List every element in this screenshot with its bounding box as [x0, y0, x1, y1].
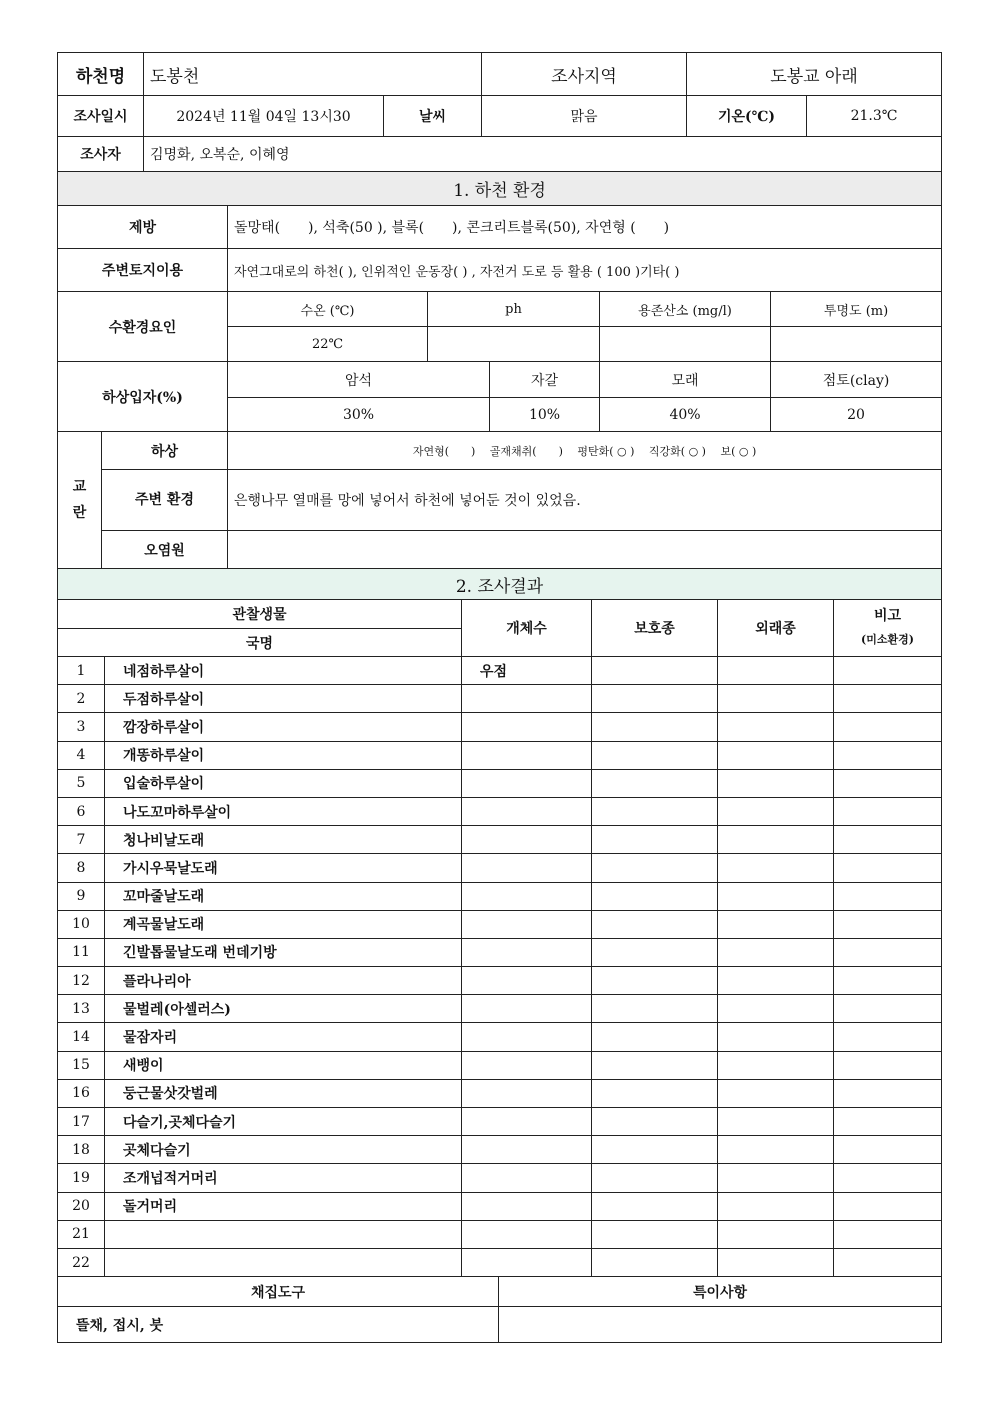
note-cell — [834, 1136, 942, 1164]
species-name — [105, 1220, 462, 1248]
species-name: 물잠자리 — [105, 1023, 462, 1051]
species-name: 긴발톱물날도래 번데기방 — [105, 938, 462, 966]
note-cell — [834, 1220, 942, 1248]
alien-species-cell — [718, 910, 834, 938]
individual-count — [462, 1136, 592, 1164]
protected-species-cell — [592, 741, 718, 769]
clay-header: 점토(clay) — [771, 362, 942, 398]
species-name: 나도꼬마하루살이 — [105, 797, 462, 825]
table-row — [58, 741, 942, 769]
levee-value: 돌망태( ), 석축(50 ), 블록( ), 콘크리트블록(50), 자연형 ( ) — [228, 206, 942, 249]
special-notes-label: 특이사항 — [499, 1277, 942, 1307]
observed-organisms-label: 관찰생물 — [58, 600, 462, 629]
row-number: 10 — [58, 910, 105, 938]
table-row — [58, 1108, 942, 1136]
alien-species-cell — [718, 1164, 834, 1192]
individual-count — [462, 1108, 592, 1136]
protected-species-cell — [592, 1248, 718, 1276]
table-row — [58, 1051, 942, 1079]
species-name: 둥근물삿갓벌레 — [105, 1079, 462, 1107]
sand-value: 40% — [600, 398, 771, 432]
table-row — [58, 1164, 942, 1192]
species-name: 새뱅이 — [105, 1051, 462, 1079]
note-cell — [834, 1192, 942, 1220]
alien-species-header: 외래종 — [718, 600, 834, 657]
table-row — [58, 826, 942, 854]
individual-count — [462, 826, 592, 854]
protected-species-cell — [592, 1108, 718, 1136]
table-row — [58, 854, 942, 882]
row-number: 8 — [58, 854, 105, 882]
note-sub-label: (미소환경) — [861, 633, 914, 646]
individual-count — [462, 967, 592, 995]
protected-species-cell — [592, 1220, 718, 1248]
table-row — [58, 657, 942, 685]
note-cell — [834, 741, 942, 769]
row-number: 18 — [58, 1136, 105, 1164]
species-name: 두점하루살이 — [105, 685, 462, 713]
alien-species-cell — [718, 1248, 834, 1276]
survey-date-label: 조사일시 — [58, 96, 144, 137]
gravel-header: 자갈 — [490, 362, 600, 398]
footer-table — [57, 1276, 942, 1343]
protected-species-cell — [592, 1192, 718, 1220]
alien-species-cell — [718, 1051, 834, 1079]
species-name: 플라나리아 — [105, 967, 462, 995]
alien-species-cell — [718, 967, 834, 995]
note-cell — [834, 1108, 942, 1136]
ph-value — [428, 327, 600, 362]
individual-count — [462, 1164, 592, 1192]
row-number: 1 — [58, 657, 105, 685]
weather-label: 날씨 — [384, 96, 482, 137]
protected-species-cell — [592, 826, 718, 854]
count-header: 개체수 — [462, 600, 592, 657]
river-name-value: 도봉천 — [144, 53, 482, 96]
alien-species-cell — [718, 938, 834, 966]
alien-species-cell — [718, 713, 834, 741]
note-cell — [834, 797, 942, 825]
survey-date-value: 2024년 11월 04일 13시30 — [144, 96, 384, 137]
row-number: 9 — [58, 882, 105, 910]
individual-count — [462, 910, 592, 938]
individual-count — [462, 741, 592, 769]
species-name: 다슬기,곳체다슬기 — [105, 1108, 462, 1136]
protected-species-cell — [592, 685, 718, 713]
table-row — [58, 1248, 942, 1276]
environment-table — [57, 171, 942, 569]
individual-count — [462, 797, 592, 825]
note-cell — [834, 938, 942, 966]
dissolved-oxygen-value — [600, 327, 771, 362]
sand-header: 모래 — [600, 362, 771, 398]
alien-species-cell — [718, 1220, 834, 1248]
rock-header: 암석 — [228, 362, 490, 398]
protected-species-cell — [592, 769, 718, 797]
individual-count — [462, 854, 592, 882]
weather-value: 맑음 — [482, 96, 687, 137]
species-name: 곳체다슬기 — [105, 1136, 462, 1164]
individual-count — [462, 938, 592, 966]
individual-count — [462, 1220, 592, 1248]
surveyor-value: 김명화, 오복순, 이혜영 — [144, 137, 942, 172]
row-number: 15 — [58, 1051, 105, 1079]
temperature-value: 21.3℃ — [807, 96, 942, 137]
row-number: 16 — [58, 1079, 105, 1107]
note-cell — [834, 910, 942, 938]
individual-count — [462, 1079, 592, 1107]
alien-species-cell — [718, 995, 834, 1023]
note-cell — [834, 769, 942, 797]
species-name: 물벌레(아셀러스) — [105, 995, 462, 1023]
individual-count — [462, 1051, 592, 1079]
protected-species-cell — [592, 1051, 718, 1079]
survey-area-value: 도봉교 아래 — [687, 53, 942, 96]
table-row — [58, 1136, 942, 1164]
table-row — [58, 1192, 942, 1220]
row-number: 12 — [58, 967, 105, 995]
row-number: 3 — [58, 713, 105, 741]
row-number: 6 — [58, 797, 105, 825]
alien-species-cell — [718, 1108, 834, 1136]
row-number: 11 — [58, 938, 105, 966]
species-name — [105, 1248, 462, 1276]
note-cell — [834, 1051, 942, 1079]
table-row — [58, 1023, 942, 1051]
row-number: 5 — [58, 769, 105, 797]
species-name: 꼬마줄날도래 — [105, 882, 462, 910]
pollution-source-label: 오염원 — [102, 531, 228, 569]
row-number: 21 — [58, 1220, 105, 1248]
alien-species-cell — [718, 882, 834, 910]
note-cell — [834, 826, 942, 854]
info-table — [57, 52, 942, 172]
environment-section-title: 1. 하천 환경 — [58, 172, 942, 206]
protected-species-cell — [592, 1164, 718, 1192]
note-cell — [834, 995, 942, 1023]
protected-species-cell — [592, 1079, 718, 1107]
bed-type-label: 하상 — [102, 432, 228, 470]
survey-area-label: 조사지역 — [482, 53, 687, 96]
land-use-label: 주변토지이용 — [58, 249, 228, 292]
river-name-label: 하천명 — [58, 53, 144, 96]
alien-species-cell — [718, 826, 834, 854]
results-section-title: 2. 조사결과 — [58, 569, 942, 600]
rock-value: 30% — [228, 398, 490, 432]
transparency-header: 투명도 (m) — [771, 292, 942, 327]
protected-species-cell — [592, 797, 718, 825]
row-number: 20 — [58, 1192, 105, 1220]
surroundings-value: 은행나무 열매를 망에 넣어서 하천에 넣어둔 것이 있었음. — [228, 470, 942, 531]
collecting-tools-label: 채집도구 — [58, 1277, 499, 1307]
alien-species-cell — [718, 1023, 834, 1051]
table-row — [58, 685, 942, 713]
protected-species-cell — [592, 1023, 718, 1051]
table-row — [58, 797, 942, 825]
protected-species-cell — [592, 854, 718, 882]
protected-species-cell — [592, 713, 718, 741]
alien-species-cell — [718, 797, 834, 825]
individual-count — [462, 685, 592, 713]
table-row — [58, 967, 942, 995]
species-name: 네점하루살이 — [105, 657, 462, 685]
row-number: 19 — [58, 1164, 105, 1192]
alien-species-cell — [718, 1136, 834, 1164]
table-row — [58, 910, 942, 938]
individual-count — [462, 995, 592, 1023]
levee-label: 제방 — [58, 206, 228, 249]
disturbance-label: 교란 — [58, 432, 102, 569]
note-cell — [834, 1164, 942, 1192]
alien-species-cell — [718, 1192, 834, 1220]
row-number: 2 — [58, 685, 105, 713]
alien-species-cell — [718, 685, 834, 713]
row-number: 7 — [58, 826, 105, 854]
water-temp-value: 22℃ — [228, 327, 428, 362]
table-row — [58, 713, 942, 741]
pollution-source-value — [228, 531, 942, 569]
species-name: 개똥하루살이 — [105, 741, 462, 769]
table-row — [58, 1220, 942, 1248]
temperature-label: 기온(℃) — [687, 96, 807, 137]
bed-type-value: 자연형( ) 골재채취( ) 평탄화( ○ ) 직강화( ○ ) 보( ○ ) — [228, 432, 942, 470]
table-row — [58, 995, 942, 1023]
note-cell — [834, 685, 942, 713]
table-row — [58, 882, 942, 910]
species-name: 입술하루살이 — [105, 769, 462, 797]
row-number: 13 — [58, 995, 105, 1023]
surveyor-label: 조사자 — [58, 137, 144, 172]
alien-species-cell — [718, 769, 834, 797]
note-cell — [834, 967, 942, 995]
note-label: 비고 — [873, 608, 902, 624]
table-row — [58, 1079, 942, 1107]
species-name: 가시우묵날도래 — [105, 854, 462, 882]
protected-species-cell — [592, 657, 718, 685]
water-factor-label: 수환경요인 — [58, 292, 228, 362]
row-number: 14 — [58, 1023, 105, 1051]
table-row — [58, 769, 942, 797]
individual-count: 우점 — [462, 657, 592, 685]
bed-particle-label: 하상입자(%) — [58, 362, 228, 432]
species-name: 돌거머리 — [105, 1192, 462, 1220]
note-cell — [834, 1248, 942, 1276]
ph-header: ph — [428, 292, 600, 327]
individual-count — [462, 1023, 592, 1051]
row-number: 17 — [58, 1108, 105, 1136]
results-table — [57, 568, 942, 1277]
individual-count — [462, 769, 592, 797]
land-use-value: 자연그대로의 하천( ), 인위적인 운동장( ) , 자전거 도로 등 활용 ( 100 )기타( ) — [228, 249, 942, 292]
protected-species-cell — [592, 995, 718, 1023]
note-cell — [834, 1023, 942, 1051]
dissolved-oxygen-header: 용존산소 (mg/l) — [600, 292, 771, 327]
species-name: 청나비날도래 — [105, 826, 462, 854]
note-cell — [834, 882, 942, 910]
individual-count — [462, 882, 592, 910]
note-cell — [834, 854, 942, 882]
alien-species-cell — [718, 1079, 834, 1107]
protected-species-cell — [592, 967, 718, 995]
note-header — [834, 600, 942, 657]
individual-count — [462, 713, 592, 741]
protected-species-cell — [592, 882, 718, 910]
korean-name-header: 국명 — [58, 629, 462, 657]
species-name: 계곡물날도래 — [105, 910, 462, 938]
alien-species-cell — [718, 657, 834, 685]
species-name: 깜장하루살이 — [105, 713, 462, 741]
individual-count — [462, 1192, 592, 1220]
note-cell — [834, 657, 942, 685]
collecting-tools-value: 뜰채, 접시, 붓 — [58, 1307, 499, 1343]
row-number: 22 — [58, 1248, 105, 1276]
note-cell — [834, 713, 942, 741]
surroundings-label: 주변 환경 — [102, 470, 228, 531]
protected-species-header: 보호종 — [592, 600, 718, 657]
transparency-value — [771, 327, 942, 362]
table-row — [58, 938, 942, 966]
individual-count — [462, 1248, 592, 1276]
species-name: 조개넙적거머리 — [105, 1164, 462, 1192]
protected-species-cell — [592, 910, 718, 938]
alien-species-cell — [718, 741, 834, 769]
alien-species-cell — [718, 854, 834, 882]
special-notes-value — [499, 1307, 942, 1343]
clay-value: 20 — [771, 398, 942, 432]
water-temp-header: 수온 (℃) — [228, 292, 428, 327]
protected-species-cell — [592, 1136, 718, 1164]
note-cell — [834, 1079, 942, 1107]
protected-species-cell — [592, 938, 718, 966]
row-number: 4 — [58, 741, 105, 769]
gravel-value: 10% — [490, 398, 600, 432]
